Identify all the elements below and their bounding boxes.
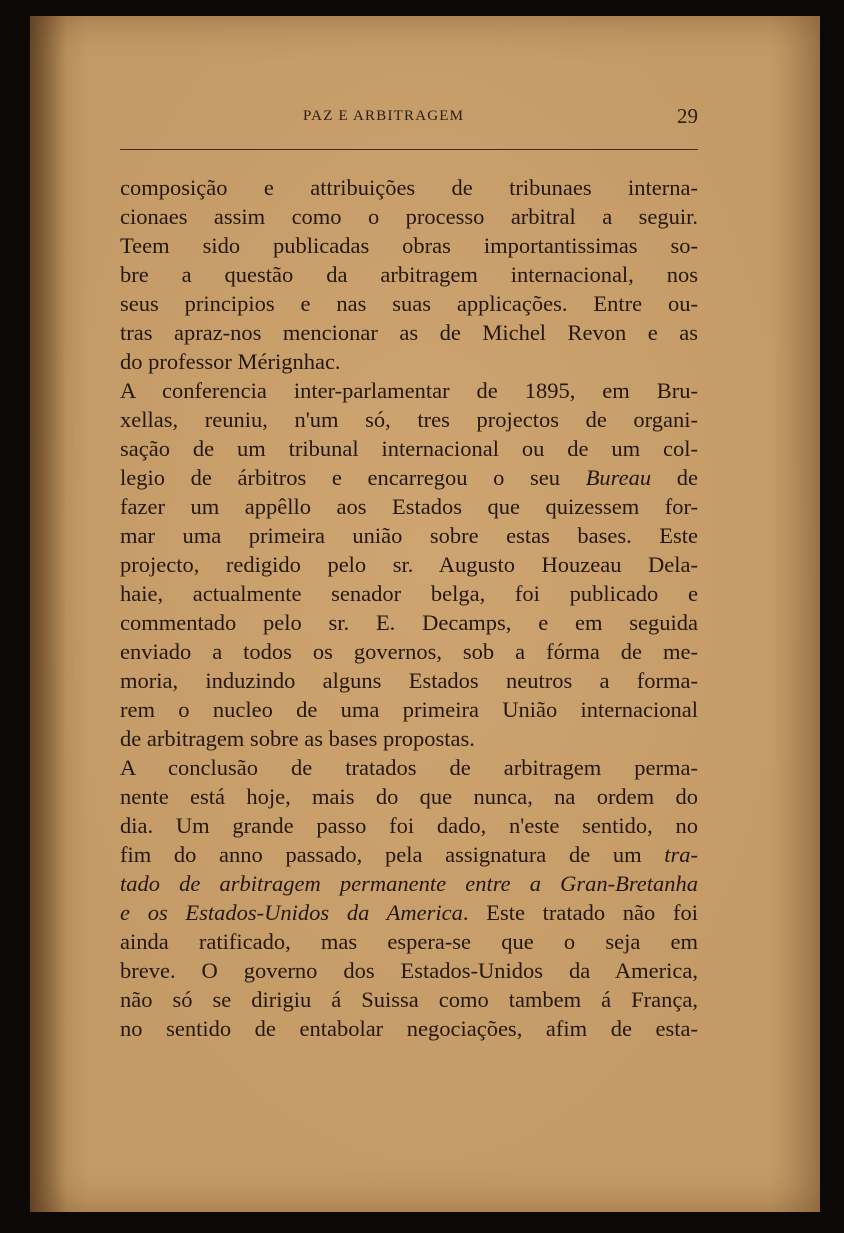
text-line [120, 289, 698, 318]
text-line [120, 550, 698, 579]
text-segment: de [651, 465, 698, 490]
text-segment: composição e attribuições de tribunaes interna- [120, 175, 698, 200]
italic-text: tado de arbitragem permanente entre a Gran-Bretanha [120, 871, 698, 896]
text-line [120, 927, 698, 956]
text-segment: projecto, redigido pelo sr. Augusto Houzeau Dela- [120, 552, 698, 577]
text-line [120, 260, 698, 289]
text-segment: não só se dirigiu á Suissa como tambem á França, [120, 987, 698, 1012]
text-segment: enviado a todos os governos, sob a fórma de me- [120, 639, 698, 664]
text-line [120, 985, 698, 1014]
text-line [120, 405, 698, 434]
text-line [120, 724, 698, 753]
text-segment: fazer um appêllo aos Estados que quizessem for- [120, 494, 698, 519]
text-segment: rem o nucleo de uma primeira União internacional [120, 697, 698, 722]
text-segment: seus principios e nas suas applicações. Entre ou- [120, 291, 698, 316]
text-line [120, 608, 698, 637]
text-segment: de arbitragem sobre as bases propostas. [120, 726, 475, 751]
text-segment: commentado pelo sr. E. Decamps, e em seguida [120, 610, 698, 635]
text-line [120, 898, 698, 927]
text-segment: breve. O governo dos Estados-Unidos da America, [120, 958, 698, 983]
text-line [120, 956, 698, 985]
text-line [120, 840, 698, 869]
text-line [120, 434, 698, 463]
text-segment: . Este tratado não foi [462, 900, 698, 925]
text-segment: nente está hoje, mais do que nunca, na ordem do [120, 784, 698, 809]
text-line [120, 347, 698, 376]
text-segment: Teem sido publicadas obras importantissimas so- [120, 233, 698, 258]
text-segment: moria, induzindo alguns Estados neutros a forma- [120, 668, 698, 693]
italic-text: tra- [664, 842, 698, 867]
text-line [120, 173, 698, 202]
text-line [120, 463, 698, 492]
text-segment: bre a questão da arbitragem internacional, nos [120, 262, 698, 287]
page-number: 29 [677, 104, 698, 128]
text-segment: dia. Um grande passo foi dado, n'este sentido, no [120, 813, 698, 838]
text-segment: no sentido de entabolar negociações, afim de esta- [120, 1016, 698, 1041]
text-line [120, 521, 698, 550]
body-text [120, 173, 698, 1043]
running-title: PAZ E ARBITRAGEM [303, 108, 465, 124]
text-line [120, 231, 698, 260]
text-segment: sação de um tribunal internacional ou de um col- [120, 436, 698, 461]
text-segment: mar uma primeira união sobre estas bases. Este [120, 523, 698, 548]
text-line [120, 869, 698, 898]
text-line [120, 202, 698, 231]
text-line [120, 376, 698, 405]
italic-text: Bureau [585, 465, 652, 490]
text-segment: do professor Mérignhac. [120, 349, 341, 374]
text-segment: legio de árbitros e encarregou o seu [120, 465, 586, 490]
text-segment: xellas, reuniu, n'um só, tres projectos de organi- [120, 407, 698, 432]
text-line [120, 666, 698, 695]
text-line [120, 579, 698, 608]
text-line [120, 811, 698, 840]
text-segment: A conferencia inter-parlamentar de 1895, em Bru- [120, 378, 698, 403]
italic-text: e os Estados-Unidos da America [120, 900, 463, 925]
text-segment: A conclusão de tratados de arbitragem perma- [120, 755, 698, 780]
text-segment: cionaes assim como o processo arbitral a seguir. [120, 204, 698, 229]
text-line [120, 492, 698, 521]
text-segment: tras apraz-nos mencionar as de Michel Revon e as [120, 320, 698, 345]
text-line [120, 782, 698, 811]
text-line [120, 318, 698, 347]
running-head [120, 104, 698, 134]
text-line [120, 1014, 698, 1043]
text-line [120, 637, 698, 666]
text-segment: fim do anno passado, pela assignatura de um [120, 842, 665, 867]
text-segment: ainda ratificado, mas espera-se que o seja em [120, 929, 698, 954]
text-segment: haie, actualmente senador belga, foi publicado e [120, 581, 698, 606]
header-rule [120, 149, 698, 150]
text-line [120, 753, 698, 782]
text-line [120, 695, 698, 724]
